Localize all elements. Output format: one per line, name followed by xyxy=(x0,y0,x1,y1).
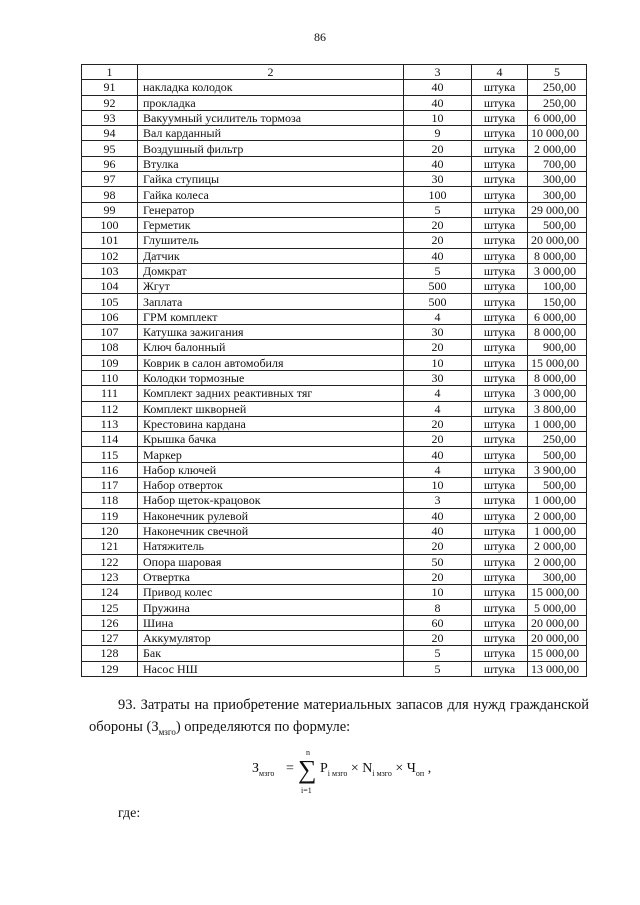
price: 8 000,00 xyxy=(528,248,587,263)
table-row xyxy=(82,478,587,493)
quantity: 4 xyxy=(404,462,472,477)
price: 150,00 xyxy=(528,294,587,309)
item-name: Набор отверток xyxy=(138,478,404,493)
table-row xyxy=(82,585,587,600)
quantity: 20 xyxy=(404,569,472,584)
materials-table xyxy=(81,64,587,677)
price: 500,00 xyxy=(528,478,587,493)
quantity: 20 xyxy=(404,416,472,431)
unit: штука xyxy=(472,355,528,370)
price: 250,00 xyxy=(528,80,587,95)
table-row xyxy=(82,508,587,523)
row-number: 103 xyxy=(82,263,138,278)
formula-rhs xyxy=(320,761,431,778)
item-name: Комплект задних реактивных тяг xyxy=(138,386,404,401)
summation-lower-limit: i=1 xyxy=(301,786,312,795)
unit: штука xyxy=(472,386,528,401)
unit: штука xyxy=(472,416,528,431)
item-name: Коврик в салон автомобиля xyxy=(138,355,404,370)
row-number: 119 xyxy=(82,508,138,523)
price: 100,00 xyxy=(528,279,587,294)
price: 250,00 xyxy=(528,432,587,447)
item-name: Домкрат xyxy=(138,263,404,278)
item-name: прокладка xyxy=(138,95,404,110)
quantity: 40 xyxy=(404,80,472,95)
unit: штука xyxy=(472,370,528,385)
row-number: 111 xyxy=(82,386,138,401)
row-number: 98 xyxy=(82,187,138,202)
price: 15 000,00 xyxy=(528,585,587,600)
price: 10 000,00 xyxy=(528,126,587,141)
table-row xyxy=(82,309,587,324)
quantity: 30 xyxy=(404,172,472,187)
table-row xyxy=(82,569,587,584)
formula-p-subscript: i мзго xyxy=(327,768,348,778)
table-row xyxy=(82,462,587,477)
item-name: Насос НШ xyxy=(138,661,404,676)
table-row xyxy=(82,401,587,416)
price: 8 000,00 xyxy=(528,370,587,385)
item-name: Герметик xyxy=(138,217,404,232)
unit: штука xyxy=(472,585,528,600)
price: 500,00 xyxy=(528,217,587,232)
table-header-row xyxy=(82,65,587,80)
row-number: 105 xyxy=(82,294,138,309)
table-row xyxy=(82,156,587,171)
unit: штука xyxy=(472,126,528,141)
table-row xyxy=(82,80,587,95)
table-row xyxy=(82,187,587,202)
table-row xyxy=(82,95,587,110)
table-row xyxy=(82,325,587,340)
unit: штука xyxy=(472,554,528,569)
quantity: 500 xyxy=(404,294,472,309)
unit: штука xyxy=(472,646,528,661)
item-name: Колодки тормозные xyxy=(138,370,404,385)
item-name: Натяжитель xyxy=(138,539,404,554)
row-number: 95 xyxy=(82,141,138,156)
unit: штука xyxy=(472,279,528,294)
item-name: Глушитель xyxy=(138,233,404,248)
quantity: 500 xyxy=(404,279,472,294)
price: 13 000,00 xyxy=(528,661,587,676)
unit: штука xyxy=(472,615,528,630)
table-row xyxy=(82,386,587,401)
item-name: Наконечник рулевой xyxy=(138,508,404,523)
unit: штука xyxy=(472,432,528,447)
item-name: Гайка ступицы xyxy=(138,172,404,187)
item-name: Воздушный фильтр xyxy=(138,141,404,156)
unit: штука xyxy=(472,95,528,110)
table-row xyxy=(82,340,587,355)
price: 300,00 xyxy=(528,187,587,202)
item-name: Пружина xyxy=(138,600,404,615)
formula-n-subscript: i мзго xyxy=(372,768,392,778)
price: 15 000,00 xyxy=(528,355,587,370)
table-row xyxy=(82,661,587,676)
item-name: Гайка колеса xyxy=(138,187,404,202)
unit: штука xyxy=(472,661,528,676)
unit: штука xyxy=(472,110,528,125)
quantity: 10 xyxy=(404,478,472,493)
table-row xyxy=(82,126,587,141)
item-name: Заплата xyxy=(138,294,404,309)
item-name: Вал карданный xyxy=(138,126,404,141)
unit: штука xyxy=(472,478,528,493)
unit: штука xyxy=(472,294,528,309)
quantity: 20 xyxy=(404,539,472,554)
quantity: 40 xyxy=(404,508,472,523)
table-row xyxy=(82,630,587,645)
formula-lhs xyxy=(252,761,274,778)
unit: штука xyxy=(472,340,528,355)
formula-n: N xyxy=(362,761,373,776)
unit: штука xyxy=(472,539,528,554)
price: 3 900,00 xyxy=(528,462,587,477)
item-name: Крестовина кардана xyxy=(138,416,404,431)
quantity: 20 xyxy=(404,340,472,355)
table-row xyxy=(82,523,587,538)
table-row xyxy=(82,279,587,294)
row-number: 112 xyxy=(82,401,138,416)
quantity: 20 xyxy=(404,141,472,156)
column-header: 5 xyxy=(528,65,587,80)
unit: штука xyxy=(472,462,528,477)
quantity: 20 xyxy=(404,217,472,232)
price: 2 000,00 xyxy=(528,539,587,554)
formula xyxy=(252,748,512,802)
row-number: 106 xyxy=(82,309,138,324)
unit: штука xyxy=(472,600,528,615)
price: 3 000,00 xyxy=(528,386,587,401)
table-body xyxy=(82,80,587,677)
quantity: 4 xyxy=(404,386,472,401)
unit: штука xyxy=(472,263,528,278)
quantity: 30 xyxy=(404,370,472,385)
price: 900,00 xyxy=(528,340,587,355)
row-number: 92 xyxy=(82,95,138,110)
table-row xyxy=(82,294,587,309)
row-number: 117 xyxy=(82,478,138,493)
unit: штука xyxy=(472,233,528,248)
quantity: 60 xyxy=(404,615,472,630)
row-number: 102 xyxy=(82,248,138,263)
quantity: 10 xyxy=(404,110,472,125)
unit: штука xyxy=(472,508,528,523)
table-row xyxy=(82,646,587,661)
price: 3 000,00 xyxy=(528,263,587,278)
formula-end: , xyxy=(424,761,432,776)
quantity: 40 xyxy=(404,447,472,462)
table-row xyxy=(82,110,587,125)
price: 500,00 xyxy=(528,447,587,462)
quantity: 4 xyxy=(404,309,472,324)
item-name: Генератор xyxy=(138,202,404,217)
formula-lhs-symbol: З xyxy=(252,761,260,776)
price: 300,00 xyxy=(528,569,587,584)
item-name: Аккумулятор xyxy=(138,630,404,645)
unit: штука xyxy=(472,141,528,156)
row-number: 107 xyxy=(82,325,138,340)
table-row xyxy=(82,554,587,569)
quantity: 10 xyxy=(404,585,472,600)
quantity: 20 xyxy=(404,432,472,447)
unit: штука xyxy=(472,309,528,324)
price: 29 000,00 xyxy=(528,202,587,217)
price: 8 000,00 xyxy=(528,325,587,340)
item-name: Набор щеток-крацовок xyxy=(138,493,404,508)
item-name: Опора шаровая xyxy=(138,554,404,569)
price: 700,00 xyxy=(528,156,587,171)
row-number: 101 xyxy=(82,233,138,248)
price: 2 000,00 xyxy=(528,141,587,156)
item-name: Маркер xyxy=(138,447,404,462)
item-name: Датчик xyxy=(138,248,404,263)
item-name: Наконечник свечной xyxy=(138,523,404,538)
row-number: 118 xyxy=(82,493,138,508)
quantity: 20 xyxy=(404,630,472,645)
column-header: 4 xyxy=(472,65,528,80)
quantity: 8 xyxy=(404,600,472,615)
table-row xyxy=(82,432,587,447)
row-number: 126 xyxy=(82,615,138,630)
row-number: 120 xyxy=(82,523,138,538)
quantity: 40 xyxy=(404,248,472,263)
row-number: 110 xyxy=(82,370,138,385)
price: 250,00 xyxy=(528,95,587,110)
table-row xyxy=(82,172,587,187)
column-header: 2 xyxy=(138,65,404,80)
table-row xyxy=(82,615,587,630)
item-name: Шина xyxy=(138,615,404,630)
table-row xyxy=(82,202,587,217)
table-row xyxy=(82,370,587,385)
row-number: 97 xyxy=(82,172,138,187)
unit: штука xyxy=(472,493,528,508)
price: 1 000,00 xyxy=(528,493,587,508)
quantity: 50 xyxy=(404,554,472,569)
row-number: 109 xyxy=(82,355,138,370)
row-number: 123 xyxy=(82,569,138,584)
row-number: 129 xyxy=(82,661,138,676)
price: 1 000,00 xyxy=(528,416,587,431)
unit: штука xyxy=(472,248,528,263)
quantity: 9 xyxy=(404,126,472,141)
row-number: 99 xyxy=(82,202,138,217)
item-name: накладка колодок xyxy=(138,80,404,95)
item-name: Вакуумный усилитель тормоза xyxy=(138,110,404,125)
unit: штука xyxy=(472,156,528,171)
item-name: Жгут xyxy=(138,279,404,294)
item-name: Привод колес xyxy=(138,585,404,600)
table-row xyxy=(82,493,587,508)
price: 3 800,00 xyxy=(528,401,587,416)
summation-sign: ∑ xyxy=(298,755,317,784)
price: 20 000,00 xyxy=(528,233,587,248)
table-row xyxy=(82,233,587,248)
item-name: Отвертка xyxy=(138,569,404,584)
price: 6 000,00 xyxy=(528,309,587,324)
price: 300,00 xyxy=(528,172,587,187)
unit: штука xyxy=(472,630,528,645)
unit: штука xyxy=(472,80,528,95)
page-number: 86 xyxy=(314,30,326,44)
row-number: 108 xyxy=(82,340,138,355)
row-number: 94 xyxy=(82,126,138,141)
quantity: 5 xyxy=(404,263,472,278)
where-label: где: xyxy=(118,806,141,821)
item-name: Набор ключей xyxy=(138,462,404,477)
paragraph-93 xyxy=(89,694,589,743)
table-row xyxy=(82,141,587,156)
row-number: 93 xyxy=(82,110,138,125)
unit: штука xyxy=(472,401,528,416)
price: 15 000,00 xyxy=(528,646,587,661)
formula-equals: = xyxy=(286,761,294,776)
row-number: 122 xyxy=(82,554,138,569)
formula-times: × xyxy=(391,761,407,776)
row-number: 127 xyxy=(82,630,138,645)
column-header: 3 xyxy=(404,65,472,80)
paragraph-text-end: ) определяются по формуле: xyxy=(175,719,351,735)
quantity: 20 xyxy=(404,233,472,248)
price: 5 000,00 xyxy=(528,600,587,615)
row-number: 114 xyxy=(82,432,138,447)
formula-ch: Ч xyxy=(406,761,416,776)
item-name: Ключ балонный xyxy=(138,340,404,355)
item-name: Втулка xyxy=(138,156,404,171)
row-number: 121 xyxy=(82,539,138,554)
paragraph-text: 93. Затраты на приобретение материальных запасов для нужд гражданской обороны (З xyxy=(89,697,589,735)
quantity: 10 xyxy=(404,355,472,370)
formula-lhs-subscript: мзго xyxy=(259,768,275,778)
table-row xyxy=(82,539,587,554)
formula-times: × xyxy=(347,761,363,776)
item-name: Комплект шкворней xyxy=(138,401,404,416)
row-number: 116 xyxy=(82,462,138,477)
table-row xyxy=(82,355,587,370)
row-number: 115 xyxy=(82,447,138,462)
quantity: 5 xyxy=(404,646,472,661)
summation-upper-limit: n xyxy=(306,748,310,757)
table-row xyxy=(82,263,587,278)
quantity: 5 xyxy=(404,202,472,217)
quantity: 5 xyxy=(404,661,472,676)
quantity: 100 xyxy=(404,187,472,202)
table-row xyxy=(82,600,587,615)
column-header: 1 xyxy=(82,65,138,80)
unit: штука xyxy=(472,172,528,187)
unit: штука xyxy=(472,202,528,217)
item-name: Бак xyxy=(138,646,404,661)
quantity: 40 xyxy=(404,523,472,538)
item-name: ГРМ комплект xyxy=(138,309,404,324)
unit: штука xyxy=(472,447,528,462)
formula-ch-subscript: оп xyxy=(415,768,425,778)
table-row xyxy=(82,447,587,462)
summation xyxy=(296,748,320,796)
row-number: 104 xyxy=(82,279,138,294)
row-number: 91 xyxy=(82,80,138,95)
price: 6 000,00 xyxy=(528,110,587,125)
price: 2 000,00 xyxy=(528,508,587,523)
row-number: 128 xyxy=(82,646,138,661)
item-name: Крышка бачка xyxy=(138,432,404,447)
quantity: 3 xyxy=(404,493,472,508)
unit: штука xyxy=(472,569,528,584)
quantity: 40 xyxy=(404,156,472,171)
price: 1 000,00 xyxy=(528,523,587,538)
price: 2 000,00 xyxy=(528,554,587,569)
price: 20 000,00 xyxy=(528,630,587,645)
item-name: Катушка зажигания xyxy=(138,325,404,340)
quantity: 40 xyxy=(404,95,472,110)
price: 20 000,00 xyxy=(528,615,587,630)
table-row xyxy=(82,217,587,232)
unit: штука xyxy=(472,523,528,538)
row-number: 113 xyxy=(82,416,138,431)
paragraph-subscript: мзго xyxy=(158,726,176,737)
formula-p: P xyxy=(320,761,328,776)
table-row xyxy=(82,416,587,431)
quantity: 30 xyxy=(404,325,472,340)
quantity: 4 xyxy=(404,401,472,416)
unit: штука xyxy=(472,325,528,340)
table-row xyxy=(82,248,587,263)
row-number: 124 xyxy=(82,585,138,600)
row-number: 100 xyxy=(82,217,138,232)
row-number: 96 xyxy=(82,156,138,171)
row-number: 125 xyxy=(82,600,138,615)
unit: штука xyxy=(472,187,528,202)
unit: штука xyxy=(472,217,528,232)
